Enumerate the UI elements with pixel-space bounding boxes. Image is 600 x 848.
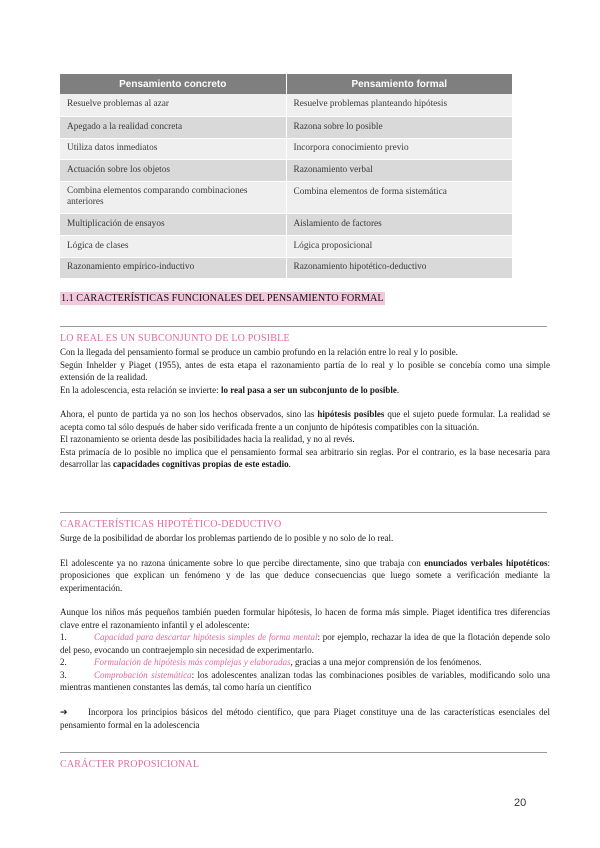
bold-phrase: enunciados verbales hipotéticos xyxy=(424,557,548,568)
table-row xyxy=(60,257,512,278)
highlight-phrase: Capacidad para descartar hipótesis simples de forma mental xyxy=(94,632,318,642)
paragraph: Surge de la posibilidad de abordar los problemas partiendo de lo posible y no solo de lo real. xyxy=(60,533,394,543)
subheading-proposicional: CARÁCTER PROPOSICIONAL xyxy=(60,759,200,770)
header-concreto: Pensamiento concreto xyxy=(60,74,286,94)
divider xyxy=(60,752,547,753)
table-cell: Resuelve problemas al azar xyxy=(60,94,286,116)
list-item: 3. Comprobación sistemática: los adolescentes analizan todas las combinaciones posibles de variables, modificando solo una mientras mantienen constantes las demás, tal como haría un científico xyxy=(60,669,550,692)
page-number: 20 xyxy=(514,797,527,809)
paragraph: En la adolescencia, esta relación se invierte: lo real pasa a ser un subconjunto de lo posible. xyxy=(60,384,400,395)
table-cell: Incorpora conocimiento previo xyxy=(286,138,512,159)
table-cell: Apegado a la realidad concreta xyxy=(60,116,286,138)
table-row xyxy=(60,159,512,181)
bold-phrase: capacidades cognitivas propias de este estadio xyxy=(112,459,289,469)
table-cell: Razona sobre lo posible xyxy=(286,116,512,138)
table-cell: Razonamiento hipotético-deductivo xyxy=(286,257,512,278)
table-row xyxy=(60,235,512,257)
divider xyxy=(60,512,547,513)
conclusion: ➔ Incorpora los principios básicos del método científico, que para Piaget constituye una de las características esenciales del pensamiento formal en la adolescencia xyxy=(60,706,550,730)
table-cell: Aislamiento de factores xyxy=(286,213,512,235)
list-item: 2. Formulación de hipótesis más complejas y elaboradas, gracias a una mejor comprensión de los fenómenos. xyxy=(60,657,482,667)
list-item: 1. Capacidad para descartar hipótesis simples de forma mental: por ejemplo, rechazar la idea de que la flotación depende solo del peso, evocando un contraejemplo sin necesidad de experimentarlo. xyxy=(60,632,550,655)
divider xyxy=(60,326,547,327)
table-cell: Multiplicación de ensayos xyxy=(60,213,286,235)
table-row xyxy=(60,94,512,116)
table-cell: Lógica de clases xyxy=(60,235,286,257)
table-cell: Razonamiento verbal xyxy=(286,159,512,181)
table-header-row xyxy=(60,74,512,94)
table-row xyxy=(60,181,512,213)
table-cell: Resuelve problemas planteando hipótesis xyxy=(286,94,512,116)
paragraph: El adolescente ya no razona únicamente sobre lo que percibe directamente, sino que trabaja con enunciados verbales hipotéticos: proposiciones que explican un fenómeno y de las que deduce consecuencias que luego somete a verificación mediante la experimentación. xyxy=(60,557,550,593)
hipotetico-body xyxy=(60,532,550,732)
table-cell: Lógica proposicional xyxy=(286,235,512,257)
paragraph: Esta primacía de lo posible no implica que el pensamiento formal sea arbitrario sin reglas. Por el contrario, es la base necesaria para desarrollar las capacidades cognitivas propias de este estadio. xyxy=(60,446,550,469)
table-cell: Combina elementos comparando combinaciones anteriores xyxy=(60,181,286,213)
section-title: 1.1 CARACTERÍSTICAS FUNCIONALES DEL PENSAMIENTO FORMAL xyxy=(61,293,384,304)
comparison-table xyxy=(60,74,512,279)
highlight-phrase: Formulación de hipótesis más complejas y elaboradas xyxy=(94,657,291,667)
table-cell: Combina elementos de forma sistemática xyxy=(286,181,512,213)
table-cell: Actuación sobre los objetos xyxy=(60,159,286,181)
table-cell: Razonamiento empírico-inductivo xyxy=(60,257,286,278)
paragraph: Ahora, el punto de partida ya no son los hechos observados, sino las hipótesis posibles que el sujeto puede formular. La realidad se acepta como tal sólo después de haber sido verificada frente a un conjunto de hipótesis compatibles con la situación. xyxy=(60,409,550,432)
subheading-hipotetico: CARACTERÍSTICAS HIPOTÉTICO-DEDUCTIVO xyxy=(60,519,282,530)
table-row xyxy=(60,213,512,235)
paragraph: Aunque los niños más pequeños también pueden formular hipótesis, lo hacen de forma más simple. Piaget identifica tres diferencias clave entre el razonamiento infantil y el adolescente: xyxy=(60,607,550,630)
paragraph: Con la llegada del pensamiento formal se produce un cambio profundo en la relación entre lo real y lo posible. xyxy=(60,347,458,357)
table-row xyxy=(60,138,512,159)
paragraph: Según Inhelder y Piaget (1955), antes de esta etapa el razonamiento partía de lo real y lo posible se concebía como una simple extensión de la realidad. xyxy=(60,359,550,382)
header-formal: Pensamiento formal xyxy=(286,74,512,94)
paragraph: El razonamiento se orienta desde las posibilidades hacia la realidad, y no al revés. xyxy=(60,434,355,444)
lo-real-body xyxy=(60,346,550,471)
bold-phrase: lo real pasa a ser un subconjunto de lo posible xyxy=(220,384,397,395)
arrow-right-icon: ➔ xyxy=(60,707,68,718)
highlight-phrase: Comprobación sistemática xyxy=(94,669,192,680)
table-cell: Utiliza datos inmediatos xyxy=(60,138,286,159)
table-row xyxy=(60,116,512,138)
bold-phrase: hipótesis posibles xyxy=(317,409,385,419)
subheading-lo-real: LO REAL ES UN SUBCONJUNTO DE LO POSIBLE xyxy=(60,333,290,344)
